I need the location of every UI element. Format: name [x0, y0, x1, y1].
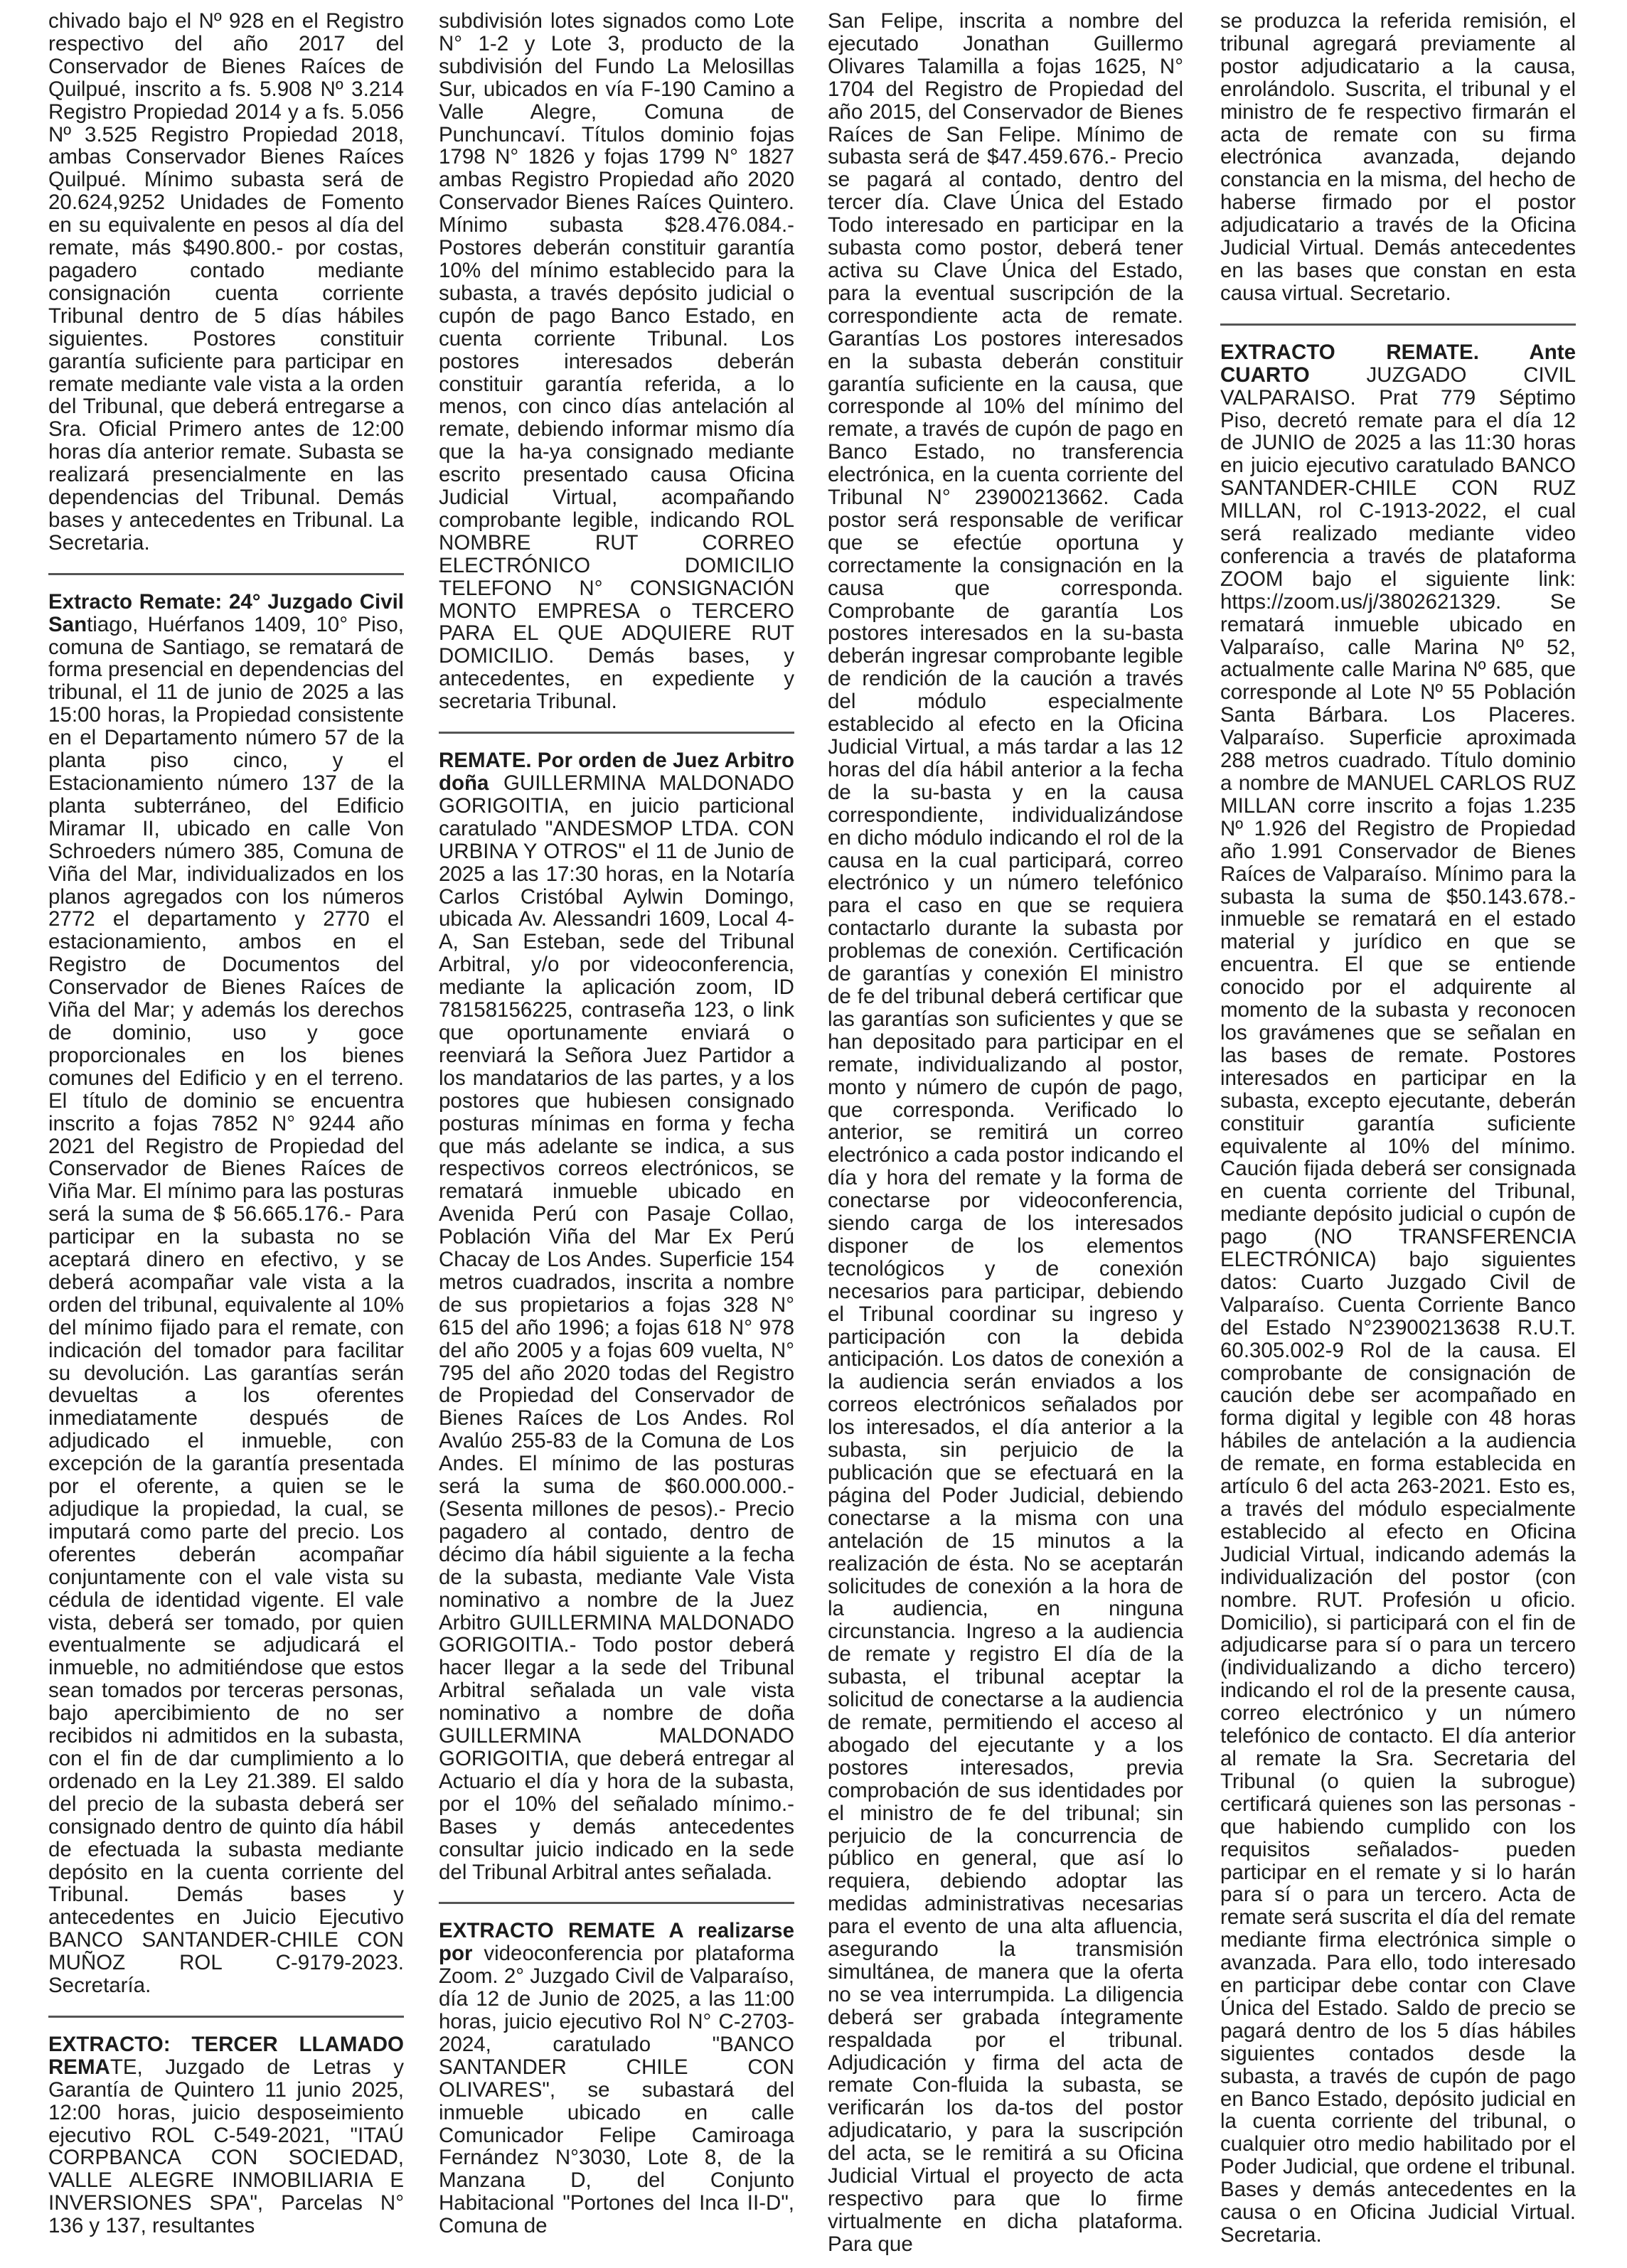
notice-continued-acta — [1220, 10, 1576, 305]
notice-body: tiago, Huérfanos 1409, 10° Piso, comuna de Santiago, se rematará de forma presencial en dependencias del tribunal, el 11 de junio de 2025 a las 15:00 horas, la Propiedad consistente en el Departamento número 57 de la planta piso cinco, y el Estacionamiento número 137 de la planta subterráneo, del Edificio Miramar II, ubicado en calle Von Schroeders número 385, Comuna de Viña del Mar, individualizados en los planos agregados con los números 2772 el departamento y 2770 el estacionamiento, ambos en el Registro de Documentos del Conservador de Bienes Raíces de Viña del Mar; y además los derechos de dominio, uso y goce proporcionales en los bienes comunes del Edificio y en el terreno. El título de dominio se encuentra inscrito a fojas 7852 N° 9244 año 2021 del Registro de Propiedad del Conservador de Bienes Raíces de Viña Mar. El mínimo para las posturas será la suma de $ 56.665.176.- Para participar en la subasta no se aceptará dinero en efectivo, y se deberá acompañar vale vista a la orden del tribunal, equivalente al 10% del mínimo fijado para el remate, con indicación del tomador para facilitar su devolución. Las garantías serán devueltas a los oferentes inmediatamente después de adjudicado el inmueble, con excepción de la garantía presentada por el oferente, a quien se le adjudique la propiedad, la cual, se imputará como parte del precio. Los oferentes deberán acompañar conjuntamente con el vale vista su cédula de identidad vigente. El vale vista, deberá ser tomado, por quien eventualmente se adjudicará el inmueble, no admitiéndose que estos sean tomados por terceras personas, bajo apercibimiento de no ser recibidos ni admitidos en la subasta, con el fin de dar cumplimiento a lo ordenado en la Ley 21.389. El saldo del precio de la subasta deberá ser consignado dentro de quinto día hábil de efectuada la subasta mediante depósito en la cuenta corriente del Tribunal. Demás bases y antecedentes en Juicio Ejecutivo BANCO SANTANDER-CHILE CON MUÑOZ ROL C-9179-2023. Secretaría. — [48, 612, 404, 1998]
notice-body: TE, Juzgado de Letras y Garantía de Quintero 11 junio 2025, 12:00 horas, juicio desposeimiento ejecutivo ROL C-549-2021, "ITAÚ CORPBANCA CON SOCIEDAD, VALLE ALEGRE INMOBILIARIA E INVERSIONES SPA", Parcelas N° 136 y 137, resultantes — [48, 2055, 404, 2238]
notice-heading: REMATE. Por orden de Juez Arbitro doña — [439, 749, 794, 795]
column-4 — [1220, 10, 1576, 2247]
notice-body: JUZGADO CIVIL VALPARAISO. Prat 779 Séptimo Piso, decretó remate para el día 12 de JUNIO de 2025 a las 11:30 horas en juicio ejecutivo caratulado BANCO SANTANDER-CHILE CON RUZ MILLAN, rol C-1913-2022, el cual será realizado mediante video conferencia a través de plataforma ZOOM bajo el siguiente link: https://zoom.us/j/3802621329. Se rematará inmueble ubicado en Valparaíso, calle Marina Nº 52, actualmente calle Marina Nº 685, que corresponde al Lote Nº 55 Población Santa Bárbara. Los Placeres. Valparaíso. Superficie aproximada 288 metros cuadrado. Título dominio a nombre de MANUEL CARLOS RUZ MILLAN corre inscrito a fojas 1.235 Nº 1.926 del Registro de Propiedad año 1.991 Conservador de Bienes Raíces de Valparaíso. Mínimo para la subasta la suma de $50.143.678.- inmueble se rematará en el estado material y jurídico en que se encuentra. El que se entiende conocido por el adquirente al momento de la subasta y reconocen los gravámenes que se señalan en las bases de remate. Postores interesados en participar en la subasta, excepto ejecutante, deberán constituir garantía suficiente equivalente al 10% del mínimo. Caución fijada deberá ser consignada en cuenta corriente del Tribunal, mediante depósito judicial o cupón de pago (NO TRANSFERENCIA ELECTRÓNICA) bajo siguientes datos: Cuarto Juzgado Civil de Valparaíso. Cuenta Corriente Banco del Estado N°23900213638 R.U.T. 60.305.002-9 Rol de la causa. El comprobante de consignación de caución debe ser acompañado en forma digital y legible con 48 horas hábiles de antelación a la audiencia de remate, en forma establecida en artículo 6 del acta 263-2021. Esto es, a través del módulo especialmente establecido al efecto en Oficina Judicial Virtual, indicando además la individualización del postor (con nombre. RUT. Profesión u oficio. Domicilio), si participará con el fin de adjudicarse para sí o para un tercero (individualizando a dicho tercero) indicando el rol de la presente causa, correo electrónico y un número telefónico de contacto. El día anterior al remate la Sra. Secretaria del Tribunal (o quien la subrogue) certificará quienes son las personas -que habiendo cumplido con los requisitos señalados- pueden participar en el remate y si lo harán para sí o para un tercero. Acta de remate será suscrita el día del remate mediante firma electrónica simple o avanzada. Para ello, todo interesado en participar debe contar con Clave Única del Estado. Saldo de precio se pagará dentro de los 5 días hábiles siguientes contados desde la subasta, a través de cupón de pago en Banco Estado, depósito judicial en la cuenta corriente del tribunal, o cualquier otro medio habilitado por el Poder Judicial, que ordene el tribunal. Bases y demás antecedentes en la causa o en Oficina Judicial Virtual. Secretaria. — [1220, 363, 1576, 2247]
notice-24-juzgado-civil — [48, 591, 404, 1997]
notice-heading: EXTRACTO REMATE A realizarse por — [439, 1919, 794, 1966]
notice-cuarto-juzgado-valparaiso — [1220, 341, 1576, 2247]
notice-continued-quintero — [439, 10, 794, 713]
notice-body: subdivisión lotes signados como Lote N° 1-2 y Lote 3, producto de la subdivisión del Fundo La Melosillas Sur, ubicados en vía F-190 Camino a Valle Alegre, Comuna de Punchuncaví. Títulos dominio fojas 1798 N° 1826 y fojas 1799 N° 1827 ambas Registro Propiedad año 2020 Conservador Bienes Raíces Quintero. Mínimo subasta $28.476.084.- Postores deberán constituir garantía 10% del mínimo establecido para la subasta, a través depósito judicial o cupón de pago Banco Estado, en cuenta corriente Tribunal. Los postores interesados deberán constituir garantía referida, a lo menos, con cinco días antelación al remate, debiendo informar mismo día que la ha-ya consignado mediante escrito presentado causa Oficina Judicial Virtual, acompañando comprobante legible, indicando ROL NOMBRE RUT CORREO ELECTRÓNICO DOMICILIO TELEFONO N° CONSIGNACIÓN MONTO EMPRESA o TERCERO PARA EL QUE ADQUIERE RUT DOMICILIO. Demás bases, y antecedentes, en expediente y secretaria Tribunal. — [439, 10, 794, 714]
notice-body: GUILLERMINA MALDONADO GORIGOITIA, en juicio particional caratulado "ANDESMOP LTDA. CON URBINA Y OTROS" el 11 de Junio de 2025 a las 17:30 horas, en la Notaría Carlos Cristóbal Aylwin Domingo, ubicada Av. Alessandri 1609, Local 4-A, San Esteban, sede del Tribunal Arbitral, y/o por videoconferencia, mediante la aplicación zoom, ID 78158156225, contraseña 123, o link que oportunamente enviará o reenviará la Señora Juez Partidor a los mandatarios de las partes, y a los postores que hubiesen consignado posturas mínimas en forma y fecha que más adelante se indica, a sus respectivos correos electrónicos, se rematará inmueble ubicado en Avenida Perú con Pasaje Collao, Población Viña del Mar Ex Perú Chacay de Los Andes. Superficie 154 metros cuadrados, inscrita a nombre de sus propietarios a fojas 328 N° 615 del año 1996; a fojas 618 N° 978 del año 2005 y a fojas 609 vuelta, N° 795 del año 2020 todas del Registro de Propiedad del Conservador de Bienes Raíces de Los Andes. Rol Avalúo 255-83 de la Comuna de Los Andes. El mínimo de las posturas será la suma de $60.000.000.- (Sesenta millones de pesos).- Precio pagadero al contado, dentro de décimo día hábil siguiente a la fecha de la subasta, mediante Vale Vista nominativo a nombre de la Juez Arbitro GUILLERMINA MALDONADO GORIGOITIA.- Todo postor deberá hacer llegar a la sede del Tribunal Arbitral señalada un vale vista nominativo a nombre de doña GUILLERMINA MALDONADO GORIGOITIA, que deberá entregar al Actuario el día y hora de la subasta, por el 10% del señalado mínimo.- Bases y demás antecedentes consultar juicio indicado en la sede del Tribunal Arbitral antes señalada. — [439, 771, 794, 1884]
notice-continued-quilpue — [48, 10, 404, 555]
notice-continued-san-felipe — [828, 10, 1183, 2256]
notice-body: videoconferencia por plataforma Zoom. 2° Juzgado Civil de Valparaíso, día 12 de Junio de 2025, a las 11:00 horas, juicio ejecutivo Rol N° C-2703-2024, caratulado "BANCO SANTANDER CHILE CON OLIVARES", se subastará del inmueble ubicado en calle Comunicador Felipe Camiroaga Fernández N°3030, Lote 8, de la Manzana D, del Conjunto Habitacional "Portones del Inca II-D", Comuna de — [439, 1942, 794, 2238]
column-1 — [48, 10, 404, 2237]
notice-heading: Extracto Remate: 24° Juzgado Civil San — [48, 589, 404, 636]
notice-body: chivado bajo el Nº 928 en el Registro respectivo del año 2017 del Conservador de Bienes Raíces de Quilpué, inscrito a fs. 5.908 Nº 3.214 Registro Propiedad 2014 y a fs. 5.056 Nº 3.525 Registro Propiedad 2018, ambas Conservador Bienes Raíces Quilpué. Mínimo subasta será de 20.624,9252 Unidades de Fomento en su equivalente en pesos al día del remate, más $490.800.- por costas, pagadero contado mediante consignación cuenta corriente Tribunal dentro de 5 días hábiles siguientes. Postores constituir garantía suficiente para participar en remate mediante vale vista a la orden del Tribunal, que deberá entregarse a Sra. Oficial Primero antes de 12:00 horas día anterior remate. Subasta se realizará presencialmente en las dependencias del Tribunal. Demás bases y antecedentes en Tribunal. La Secretaria. — [48, 10, 404, 555]
notice-divider — [439, 732, 794, 734]
notice-videoconferencia-zoom — [439, 1920, 794, 2237]
notice-divider — [48, 2016, 404, 2018]
notice-tercer-llamado — [48, 2033, 404, 2237]
notice-divider — [1220, 323, 1576, 326]
notice-body: se produzca la referida remisión, el tribunal agregará previamente al postor adjudicatario a la causa, enrolándolo. Suscrita, el tribunal y el ministro de fe respectivo firmarán el acta de remate con su firma electrónica avanzada, dejando constancia en la misma, del hecho de haberse firmado por el postor adjudicatario a través de la Oficina Judicial Virtual. Demás antecedentes en las bases que constan en esta causa virtual. Secretario. — [1220, 10, 1576, 305]
notice-remate-juez-arbitro — [439, 749, 794, 1883]
notice-heading: EXTRACTO REMATE. Ante CUARTO — [1220, 340, 1576, 387]
column-2 — [439, 10, 794, 2237]
notice-body: San Felipe, inscrita a nombre del ejecutado Jonathan Guillermo Olivares Talamilla a fojas 1625, N° 1704 del Registro de Propiedad del año 2015, del Conservador de Bienes Raíces de San Felipe. Mínimo de subasta será de $47.459.676.- Precio se pagará al contado, dentro del tercer día. Clave Única del Estado Todo interesado en participar en la subasta como postor, deberá tener activa su Clave Única del Estado, para la eventual suscripción de la correspondiente acta de remate. Garantías Los postores interesados en la subasta deberán constituir garantía suficiente en la causa, que corresponde al 10% del mínimo del remate, a través de cupón de pago en Banco Estado, no transferencia electrónica, en la cuenta corriente del Tribunal N° 23900213662. Cada postor será responsable de verificar que se efectúe oportuna y correctamente la consignación en la causa que corresponda. Comprobante de garantía Los postores interesados en la su-basta deberán ingresar comprobante legible de rendición de la caución a través del módulo especialmente establecido al efecto en la Oficina Judicial Virtual, a más tardar a las 12 horas del día hábil anterior a la fecha de la su-basta y en la causa correspondiente, individualizándose en dicho módulo indicando el rol de la causa en la cual participará, correo electrónico y un número telefónico para el caso en que se requiera contactarlo durante la subasta por problemas de conexión. Certificación de garantías y conexión El ministro de fe del tribunal deberá certificar que las garantías son suficientes y que se han depositado para participar en el remate, individualizando al postor, monto y número de cupón de pago, que corresponda. Verificado lo anterior, se remitirá un correo electrónico a cada postor indicando el día y hora del remate y la forma de conectarse por videoconferencia, siendo carga de los interesados disponer de los elementos tecnológicos y de conexión necesarios para participar, debiendo el Tribunal coordinar su ingreso y participación con la debida anticipación. Los datos de conexión a la audiencia serán enviados a los correos electrónicos señalados por los interesados, el día anterior a la subasta, sin perjuicio de la publicación que se efectuará en la página del Poder Judicial, debiendo conectarse a la misma con una antelación de 15 minutos a la realización de ésta. No se aceptarán solicitudes de conexión a la hora de la audiencia, en ninguna circunstancia. Ingreso a la audiencia de remate y registro El día de la subasta, el tribunal aceptar la solicitud de conectarse a la audiencia de remate, permitiendo el acceso al abogado del ejecutante y a los postores interesados, previa comprobación de sus identidades por el ministro de fe del tribunal; sin perjuicio de la concurrencia de público en general, que así lo requiera, debiendo adoptar las medidas administrativas necesarias para el evento de una alta afluencia, asegurando la transmisión simultánea, de manera que la oferta no se vea interrumpida. La diligencia deberá ser grabada íntegramente respaldada por el tribunal. Adjudicación y firma del acta de remate Con-fluida la subasta, se verificarán los da-tos del postor adjudicatario, y para la suscripción del acta, se le remitirá a su Oficina Judicial Virtual el proyecto de acta respectivo para que lo firme virtualmente en dicha plataforma. Para que — [828, 10, 1183, 2256]
column-3 — [828, 10, 1183, 2256]
notice-divider — [48, 573, 404, 575]
notice-divider — [439, 1902, 794, 1904]
notice-heading: EXTRACTO: TERCER LLAMADO REMA — [48, 2032, 404, 2079]
